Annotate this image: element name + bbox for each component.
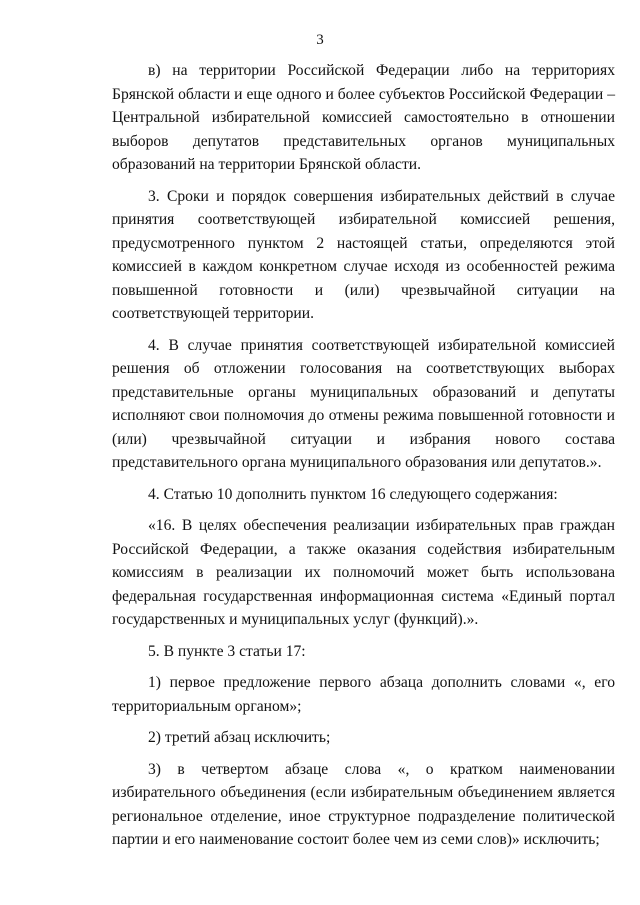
document-body bbox=[112, 59, 615, 852]
paragraph-subitem-v: в) на территории Российской Федерации либо на территориях Брянской области и еще одного и более субъектов Российской Федерации – Центральной избирательной комиссией самостоятельно в отношении выборов депутатов представительных органов муниципальных образований на территории Брянской области. bbox=[112, 62, 615, 173]
page-number: 3 bbox=[316, 32, 324, 48]
paragraph-subitem-3: 3) в четвертом абзаце слова «, о кратком наименовании избирательного объединения (если избирательным объединением является региональное отделение, иное структурное подразделение политической партии и его наименование состоит более чем из семи слов)» исключить; bbox=[112, 760, 615, 848]
paragraph-item-4-postponement: 4. В случае принятия соответствующей избирательной комиссией решения об отложении голосования на соответствующих выборах представительные органы муниципальных образований и депутаты исполняют свои полномочия до отмены режима повышенной готовности и (или) чрезвычайной ситуации и избрания нового состава представительного органа муниципального образования или депутатов.». bbox=[112, 336, 615, 471]
paragraph-amend-article-17: 5. В пункте 3 статьи 17: bbox=[148, 642, 306, 660]
paragraph-subitem-2: 2) третий абзац исключить; bbox=[148, 729, 331, 746]
paragraph-item-3-deadlines: 3. Сроки и порядок совершения избирательных действий в случае принятия соответствующей избирательной комиссией решения, предусмотренного пунктом 2 настоящей статьи, определяются этой комиссией в каждом конкретном случае исходя из особенностей режима повышенной готовности и (или) чрезвычайной ситуации на соответствующей территории. bbox=[112, 187, 615, 322]
paragraph-item-16: «16. В целях обеспечения реализации избирательных прав граждан Российской Федерации, а также оказания содействия избирательным комиссиям в реализации их полномочий может быть использована федеральная государственная информационная система «Единый портал государственных и муниципальных услуг (функций).». bbox=[112, 517, 615, 628]
paragraph-subitem-1: 1) первое предложение первого абзаца дополнить словами «, его территориальным органом»; bbox=[112, 674, 615, 715]
paragraph-amend-article-10: 4. Статью 10 дополнить пунктом 16 следующего содержания: bbox=[148, 485, 558, 503]
